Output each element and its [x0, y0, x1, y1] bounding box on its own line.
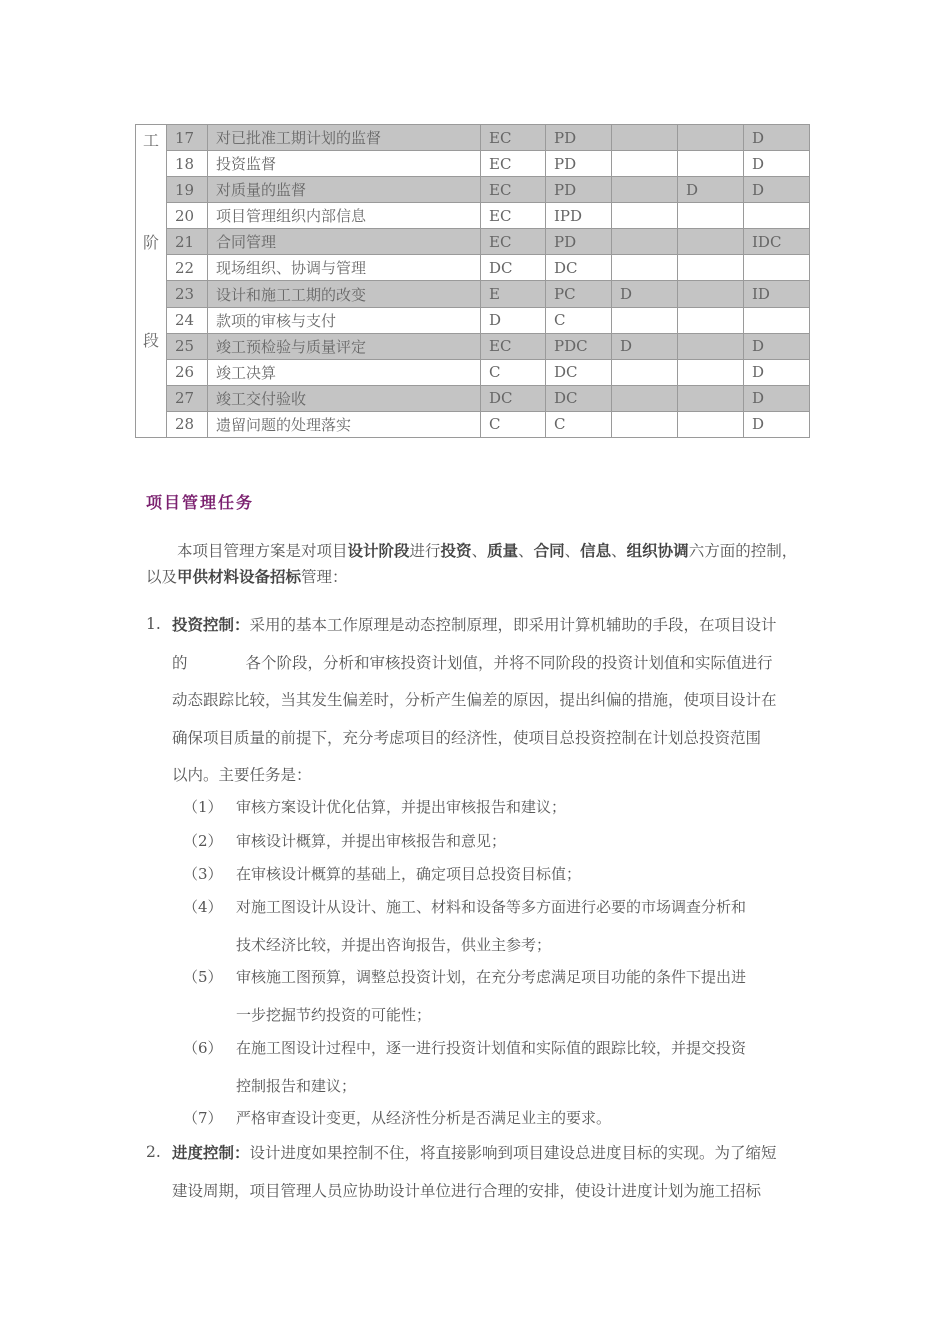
stage-char: 段	[142, 331, 159, 350]
list-number: 1.	[146, 615, 161, 633]
list-number: 2.	[146, 1143, 161, 1161]
item-line: 投资控制：采用的基本工作原理是动态控制原理，即采用计算机辅助的手段，在项目设计	[172, 615, 777, 634]
task-cell: 遗留问题的处理落实	[208, 411, 481, 437]
role-cell	[678, 307, 744, 333]
role-cell: PC	[546, 281, 612, 307]
item-title: 投资控制	[172, 615, 235, 634]
role-cell: EC	[481, 229, 546, 255]
role-cell: ID	[744, 281, 810, 307]
row-number-cell: 28	[167, 411, 208, 437]
role-cell: C	[546, 411, 612, 437]
sub-item-1: （1） 审核方案设计优化估算，并提出审核报告和建议；	[183, 798, 567, 816]
stage-cell	[136, 125, 167, 438]
stage-char: 阶	[142, 233, 159, 252]
task-cell: 竣工交付验收	[208, 385, 481, 411]
item-line: 的 各个阶段，分析和审核投资计划值，并将不同阶段的投资计划值和实际值进行	[172, 653, 773, 672]
role-cell	[678, 151, 744, 177]
role-cell: D	[744, 411, 810, 437]
role-cell	[612, 307, 678, 333]
role-cell	[678, 125, 744, 151]
role-cell	[612, 359, 678, 385]
table-row	[136, 333, 810, 359]
table-row	[136, 385, 810, 411]
task-cell: 现场组织、协调与管理	[208, 255, 481, 281]
row-number-cell: 23	[167, 281, 208, 307]
role-cell	[612, 151, 678, 177]
role-cell	[678, 203, 744, 229]
table-row	[136, 255, 810, 281]
role-cell: D	[678, 177, 744, 203]
role-cell: D	[744, 151, 810, 177]
table-row	[136, 411, 810, 437]
role-cell	[744, 307, 810, 333]
role-cell: D	[612, 281, 678, 307]
role-cell	[678, 333, 744, 359]
task-cell: 对质量的监督	[208, 177, 481, 203]
item-line: 动态跟踪比较，当其发生偏差时，分析产生偏差的原因，提出纠偏的措施，使项目设计在	[172, 691, 777, 709]
role-cell	[678, 411, 744, 437]
task-cell: 项目管理组织内部信息	[208, 203, 481, 229]
task-cell: 竣工决算	[208, 359, 481, 385]
role-cell: EC	[481, 177, 546, 203]
sub-item-7: （7） 严格审查设计变更，从经济性分析是否满足业主的要求。	[183, 1109, 612, 1127]
row-number-cell: 17	[167, 125, 208, 151]
role-cell: D	[481, 307, 546, 333]
table-row	[136, 307, 810, 333]
role-cell	[612, 229, 678, 255]
role-cell	[612, 177, 678, 203]
row-number-cell: 19	[167, 177, 208, 203]
role-cell: D	[744, 333, 810, 359]
list-item-investment-control	[146, 606, 811, 795]
role-cell: EC	[481, 125, 546, 151]
role-cell	[612, 125, 678, 151]
task-cell: 竣工预检验与质量评定	[208, 333, 481, 359]
role-cell	[678, 281, 744, 307]
role-cell: C	[546, 307, 612, 333]
role-cell	[612, 411, 678, 437]
sub-item-3: （3） 在审核设计概算的基础上，确定项目总投资目标值；	[183, 865, 582, 883]
table-row	[136, 203, 810, 229]
row-number-cell: 26	[167, 359, 208, 385]
item-line: 建设周期，项目管理人员应协助设计单位进行合理的安排，使设计进度计划为施工招标	[172, 1181, 762, 1200]
table-row	[136, 281, 810, 307]
row-number-cell: 21	[167, 229, 208, 255]
row-number-cell: 20	[167, 203, 208, 229]
role-cell: DC	[546, 385, 612, 411]
intro-paragraph: 本项目管理方案是对项目设计阶段进行投资、质量、合同、信息、组织协调六方面的控制，以及甲供材料设备招标管理：	[146, 541, 798, 586]
role-cell: D	[744, 125, 810, 151]
sub-item-6: （6） 在施工图设计过程中，逐一进行投资计划值和实际值的跟踪比较，并提交投资 控制报告和建议；	[183, 1039, 747, 1095]
role-cell: DC	[546, 359, 612, 385]
role-cell: IPD	[546, 203, 612, 229]
role-cell: PD	[546, 125, 612, 151]
role-cell: EC	[481, 333, 546, 359]
role-cell: EC	[481, 151, 546, 177]
task-cell: 合同管理	[208, 229, 481, 255]
role-cell	[678, 255, 744, 281]
stage-char: 工	[142, 131, 159, 150]
item-line: 确保项目质量的前提下，充分考虑项目的经济性，使项目总投资控制在计划总投资范围	[172, 728, 762, 747]
role-cell	[612, 255, 678, 281]
row-number-cell: 27	[167, 385, 208, 411]
role-cell	[612, 385, 678, 411]
role-cell: DC	[481, 255, 546, 281]
role-cell: D	[744, 385, 810, 411]
role-cell: DC	[481, 385, 546, 411]
sub-item-5: （5） 审核施工图预算，调整总投资计划，在充分考虑满足项目功能的条件下提出进 一步挖掘节约投资的可能性；	[183, 968, 747, 1024]
role-cell: PD	[546, 229, 612, 255]
role-cell: D	[744, 359, 810, 385]
list-item-schedule-control	[146, 1134, 811, 1210]
responsibility-table	[135, 124, 810, 438]
sub-item-2: （2） 审核设计概算，并提出审核报告和意见；	[183, 832, 507, 850]
table-row	[136, 229, 810, 255]
role-cell: D	[744, 177, 810, 203]
row-number-cell: 22	[167, 255, 208, 281]
table-row	[136, 151, 810, 177]
role-cell: IDC	[744, 229, 810, 255]
role-cell	[744, 203, 810, 229]
role-cell	[678, 385, 744, 411]
row-number-cell: 24	[167, 307, 208, 333]
task-cell: 投资监督	[208, 151, 481, 177]
row-number-cell: 18	[167, 151, 208, 177]
item-line: 以内。主要任务是：	[172, 766, 312, 784]
role-cell: D	[612, 333, 678, 359]
item-line: 进度控制：设计进度如果控制不住，将直接影响到项目建设总进度目标的实现。为了缩短	[172, 1143, 777, 1162]
role-cell	[744, 255, 810, 281]
task-cell: 对已批准工期计划的监督	[208, 125, 481, 151]
section-heading: 项目管理任务	[146, 493, 255, 512]
item-title: 进度控制	[172, 1143, 235, 1162]
role-cell: C	[481, 411, 546, 437]
task-cell: 设计和施工工期的改变	[208, 281, 481, 307]
table-row	[136, 125, 810, 151]
role-cell: PD	[546, 177, 612, 203]
role-cell	[678, 229, 744, 255]
sub-item-4: （4） 对施工图设计从设计、施工、材料和设备等多方面进行必要的市场调查分析和 技术经济比较，并提出咨询报告，供业主参考；	[183, 898, 747, 954]
row-number-cell: 25	[167, 333, 208, 359]
role-cell: C	[481, 359, 546, 385]
role-cell: E	[481, 281, 546, 307]
role-cell: PD	[546, 151, 612, 177]
role-cell: PDC	[546, 333, 612, 359]
role-cell: EC	[481, 203, 546, 229]
role-cell: DC	[546, 255, 612, 281]
task-cell: 款项的审核与支付	[208, 307, 481, 333]
table-row	[136, 359, 810, 385]
role-cell	[612, 203, 678, 229]
table-row	[136, 177, 810, 203]
role-cell	[678, 359, 744, 385]
